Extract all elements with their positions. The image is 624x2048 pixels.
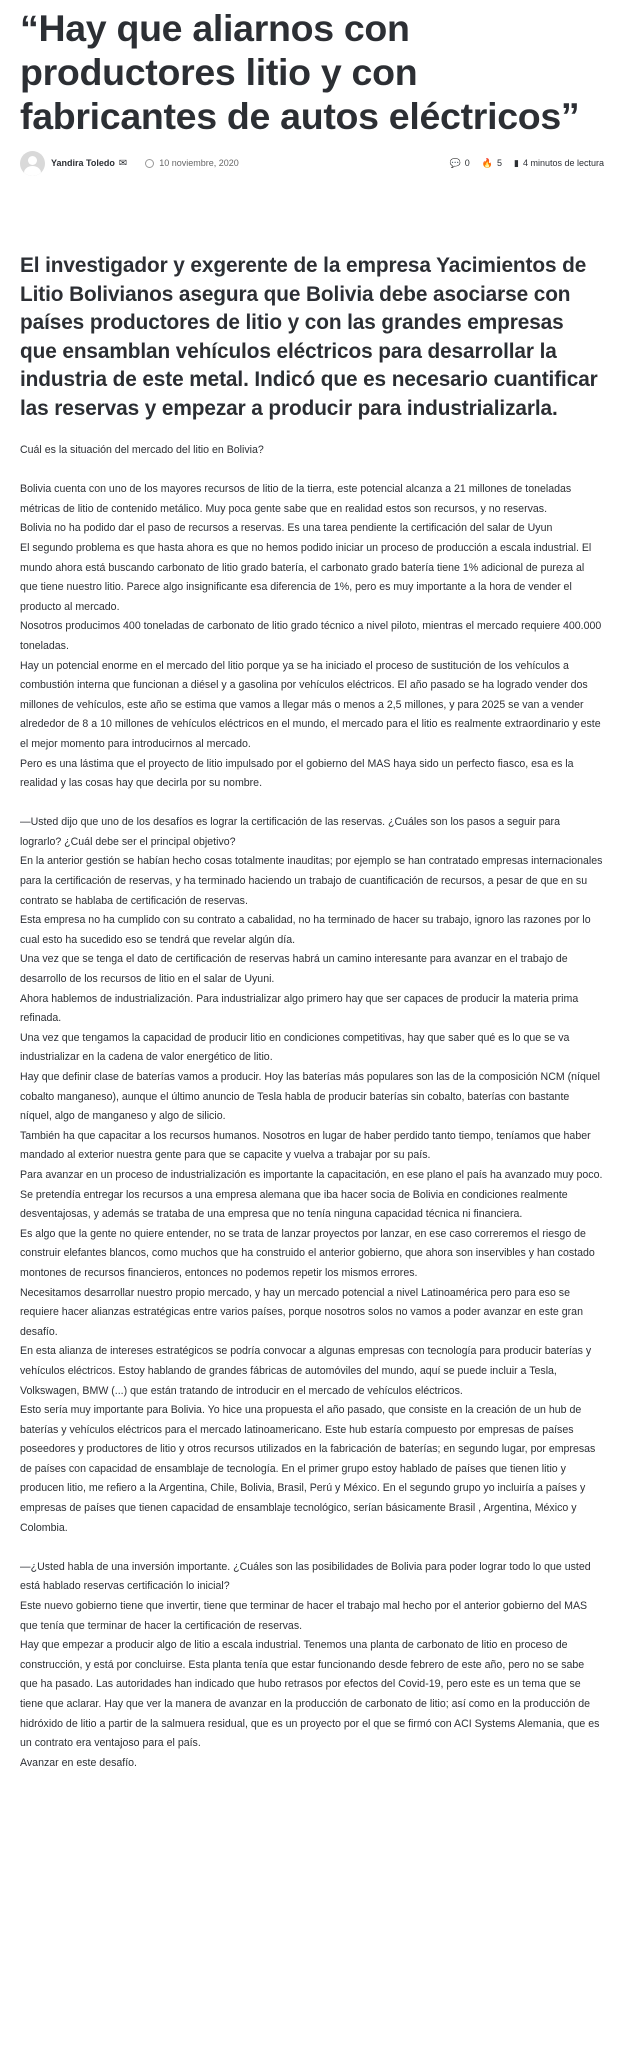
paragraph: Una vez que tengamos la capacidad de producir litio en condiciones competitivas, hay que saber qué es lo que se va industrializar en la cadena de valor energético de litio. (20, 1031, 570, 1064)
paragraph: Es algo que la gente no quiere entender, no se trata de lanzar proyectos por lanzar, en ese caso correremos el riesgo de construir elefantes blancos, como muchos que ha construido el anterior gobierno, que ahora son inservibles y han costado montones de recursos financieros, entonces no podemos repetir los mismos errores. (20, 1227, 595, 1279)
paragraph: En la anterior gestión se habían hecho cosas totalmente inauditas; por ejemplo se han contratado empresas internacionales para la certificación de reservas, y ha terminado haciendo un trabajo de cuantificación de recursos, a pesar de que en su contrato se hablaba de certificación de reservas. (20, 855, 603, 907)
paragraph: Este nuevo gobierno tiene que invertir, tiene que terminar de hacer el trabajo mal hecho por el anterior gobierno del MAS que tenía que terminar de hacer la certificación de reservas. (20, 1600, 588, 1632)
paragraph: Esta empresa no ha cumplido con su contrato a cabalidad, no ha terminado de hacer su trabajo, ignoro las razones por lo cual esto ha sucedido eso se tendrá que revelar algún día. (20, 914, 591, 946)
author-name[interactable]: Yandira Toledo (51, 158, 115, 168)
paragraph: Se pretendía entregar los recursos a una empresa alemana que iba hacer socia de Bolivia en condiciones realmente desventajosas, y además se trataba de una empresa que no tenía ninguna capacidad técnica ni financiera. (20, 1188, 568, 1221)
article-title: “Hay que aliarnos con productores litio y con fabricantes de autos eléctricos” (20, 7, 580, 137)
paragraph: Nosotros producimos 400 toneladas de carbonato de litio grado técnico a nivel piloto, mientras el mercado requiere 400.000 toneladas. (20, 620, 602, 652)
paragraph: Avanzar en este desafío. (20, 1756, 138, 1769)
paragraph: Hay que empezar a producir algo de litio a escala industrial. Tenemos una planta de carbonato de litio en proceso de construcción, y está por concluirse. Esta planta tenía que estar funcionando desde febrero de este año, pero no se sabe que ha pasado. Las autoridades han indicado que hubo retrasos por efectos del Covid-19, pero este es un tema que se tiene que aclarar. Hay que ver la manera de avanzar en la producción de carbonato de litio; así como en la producción de hidróxido de litio a partir de la salmuera residual, que es un proyecto por el que se firmó con ACI Systems Alemania, que es un contrato era ventajoso para el país. (20, 1639, 600, 1750)
paragraph: Hay un potencial enorme en el mercado del litio porque ya se ha iniciado el proceso de sustitución de los vehículos a combustión interna que funcionan a diésel y a gasolina por vehículos eléctricos. El año pasado se ha logrado vender dos millones de vehículos, este año se estima que vamos a llegar más o menos a 2,5 millones, y para 2025 se van a vender alrededor de 8 a 10 millones de vehículos eléctricos en el mundo, el mercado para el litio es realmente extraordinario y este el mejor momento para introducirnos al mercado. (20, 659, 601, 750)
paragraph: Bolivia no ha podido dar el paso de recursos a reservas. Es una tarea pendiente la certificación del salar de Uyun (20, 522, 553, 535)
article-meta (20, 150, 604, 176)
paragraph: —¿Usted habla de una inversión importante. ¿Cuáles son las posibilidades de Bolivia para poder lograr todo lo que usted está hablado reservas certificación lo inicial? (20, 1560, 591, 1593)
paragraph: Una vez que se tenga el dato de certificación de reservas habrá un camino interesante para avanzar en el trabajo de desarrollo de los recursos de litio en el salar de Uyuni. (20, 953, 568, 986)
author-avatar[interactable] (20, 151, 45, 176)
comment-icon[interactable]: 💬 (449, 157, 461, 168)
paragraph: Necesitamos desarrollar nuestro propio mercado, y hay un mercado potencial a nivel Latinoamérica pero para eso se requiere hacer alianzas estratégicas entre varios países, porque nosotros solos no vamos a poder avanzar en este gran desafío. (20, 1286, 583, 1338)
paragraph: El segundo problema es que hasta ahora es que no hemos podido iniciar un proceso de producción a escala industrial. El mundo ahora está buscando carbonato de litio grado batería, el carbonato grado batería tiene 1% adicional de pureza al que tiene nuestro litio. Parece algo insignificante esa diferencia de 1%, pero es muy importante a la hora de vender el producto al mercado. (20, 541, 592, 613)
like-count: 5 (496, 158, 502, 168)
paragraph: Esto sería muy importante para Bolivia. Yo hice una propuesta el año pasado, que consiste en la creación de un hub de baterías y vehículos eléctricos para el mercado latinoamericano. Este hub estaría compuesto por empresas de países poseedores y productores de litio y otros recursos utilizados en la fabricación de baterías; en segundo lugar, por empresas de países con capacidad de ensamblaje de tecnología. En el primer grupo estoy hablado de países que tienen litio y producen litio, me refiero a la Argentina, Chile, Bolivia, Brasil, Perú y México. En el segundo grupo yo incluiría a países y empresas de países que tienen capacidad de ensamblaje tecnológico, serían básicamente Brasil , Argentina, México y Colombia. (20, 1404, 596, 1534)
paragraph: Cuál es la situación del mercado del litio en Bolivia? (20, 444, 264, 456)
document-icon: ▮ (514, 157, 519, 168)
paragraph: En esta alianza de intereses estratégicos se podría convocar a algunas empresas con tecnología para producir baterías y vehículos eléctricos. Estoy hablando de grandes fábricas de automóviles del mundo, aquí se puede incluir a Tesla, Volkswagen, BMW (...) que están tratando de introducir en el mercado de vehículos eléctricos. (20, 1345, 592, 1397)
read-time: 4 minutos de lectura (522, 158, 604, 168)
paragraph: Hay que definir clase de baterías vamos a producir. Hoy las baterías más populares son las de la composición NCM (níquel cobalto manganeso), aunque el último anuncio de Tesla habla de producir baterías sin cobalto, baterías con bastante níquel, algo de manganeso y algo de silicio. (20, 1071, 601, 1123)
article-lead: El investigador y exgerente de la empresa Yacimientos de Litio Bolivianos asegura que Bolivia debe asociarse con países productores de litio y con las grandes empresas que ensamblan vehículos eléctricos para desarrollar la industria de este metal. Indicó que es necesario cuantificar las reservas y empezar a producir para industrializarla. (20, 254, 598, 420)
paragraph: Pero es una lástima que el proyecto de litio impulsado por el gobierno del MAS haya sido un perfecto fiasco, esa es la realidad y las cosas hay que decirla por su nombre. (20, 757, 574, 790)
paragraph: Ahora hablemos de industrialización. Para industrializar algo primero hay que ser capaces de producir la materia prima refinada. (20, 992, 579, 1025)
clock-icon (145, 159, 154, 168)
article-body (20, 441, 604, 1773)
comment-count[interactable]: 0 (464, 158, 470, 168)
article (20, 0, 604, 1773)
article-stats (450, 150, 604, 176)
paragraph: Para avanzar en un proceso de industrialización es importante la capacitación, en ese plano el país ha avanzado muy poco. (20, 1168, 603, 1181)
flame-icon: 🔥 (481, 157, 493, 168)
envelope-icon[interactable]: ✉ (118, 157, 128, 169)
publish-date: 10 noviembre, 2020 (159, 158, 239, 168)
paragraph: También ha que capacitar a los recursos humanos. Nosotros en lugar de haber perdido tanto tiempo, teníamos que haber mandado al exterior nuestra gente para que se capacite y vuelva a trabajar por su país. (20, 1129, 591, 1162)
paragraph: Bolivia cuenta con uno de los mayores recursos de litio de la tierra, este potencial alcanza a 21 millones de toneladas métricas de litio de contenido metálico. Muy poca gente sabe que en realidad estos son recursos, y no reservas. (20, 483, 572, 515)
paragraph: —Usted dijo que uno de los desafíos es lograr la certificación de las reservas. ¿Cuáles son los pasos a seguir para lograrlo? ¿Cuál debe ser el principal objetivo? (20, 816, 560, 848)
